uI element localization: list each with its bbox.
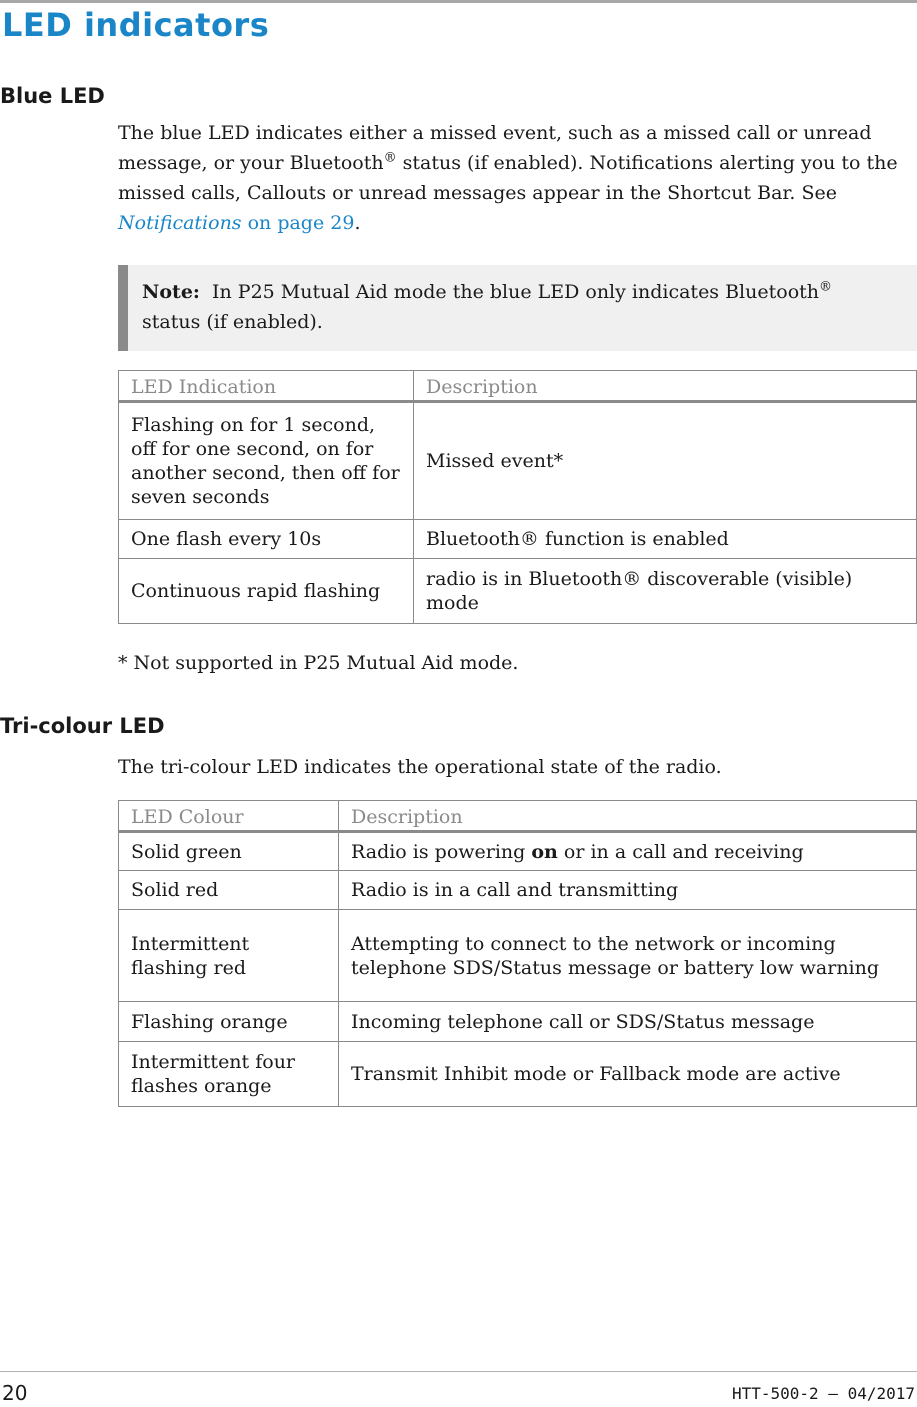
table-cell: Solid green: [119, 832, 339, 871]
table-row: [119, 402, 917, 520]
notifications-xref-link[interactable]: [118, 212, 354, 234]
table-cell: Flashing on for 1 second, off for one second, on for another second, then off for seven seconds: [119, 402, 414, 520]
xref-page[interactable]: on page 29: [241, 212, 355, 234]
table-row: [119, 832, 917, 871]
footnote: * Not supported in P25 Mutual Aid mode.: [118, 652, 519, 674]
table-cell: Attempting to connect to the network or incoming telephone SDS/Status message or battery low warning: [339, 910, 917, 1002]
table-cell: Solid red: [119, 871, 339, 910]
tri-led-table: [118, 800, 917, 1107]
blue-led-intro: [118, 118, 910, 238]
blue-led-intro-part1: The blue LED indicates either a missed event, such as a missed call or unread message, or your Bluetooth: [118, 122, 872, 174]
table-header-row: [119, 371, 917, 402]
col-header-indication: LED Indication: [119, 371, 414, 402]
table-row: [119, 559, 917, 624]
table-cell: Missed event*: [414, 402, 917, 520]
page-title: LED indicators: [2, 6, 270, 44]
table-row: [119, 910, 917, 1002]
xref-title[interactable]: Notifications: [118, 212, 242, 234]
page-number: 20: [2, 1381, 28, 1405]
col-header-description: Description: [414, 371, 917, 402]
blue-led-heading: Blue LED: [0, 84, 105, 108]
tri-led-intro: The tri-colour LED indicates the operational state of the radio.: [118, 756, 722, 778]
table-cell: [339, 832, 917, 871]
blue-led-intro-part2: status (if enabled). Notifications alerting you to the missed calls, Callouts or unread messages appear in the Shortcut Bar. See: [118, 152, 898, 204]
table-cell: Bluetooth® function is enabled: [414, 520, 917, 559]
note-body: In P25 Mutual Aid mode the blue LED only indicates Bluetooth: [212, 281, 820, 303]
table-cell: One flash every 10s: [119, 520, 414, 559]
table-cell: Flashing orange: [119, 1002, 339, 1042]
registered-mark: ®: [383, 150, 397, 166]
tri-led-heading: Tri-colour LED: [0, 714, 165, 738]
intro-end: .: [354, 212, 361, 234]
col-header-colour: LED Colour: [119, 801, 339, 832]
table-row: [119, 1002, 917, 1042]
table-cell: Continuous rapid flashing: [119, 559, 414, 624]
table-row: [119, 871, 917, 910]
table-row: [119, 1042, 917, 1107]
document-id: HTT-500-2 – 04/2017: [731, 1384, 915, 1403]
table-header-row: [119, 801, 917, 832]
table-cell: Incoming telephone call or SDS/Status message: [339, 1002, 917, 1042]
note-registered-mark: ®: [819, 279, 833, 295]
note-box: [118, 265, 917, 351]
cell-text: Radio is powering: [351, 840, 532, 863]
note-text: [142, 277, 902, 337]
cell-bold-text: on: [531, 840, 558, 863]
table-cell: Intermittent flashing red: [119, 910, 339, 1002]
note-label: Note:: [142, 281, 200, 303]
table-cell: radio is in Bluetooth® discoverable (visible) mode: [414, 559, 917, 624]
cell-text: or in a call and receiving: [557, 840, 804, 863]
table-cell: Intermittent four flashes orange: [119, 1042, 339, 1107]
top-rule: [0, 0, 917, 3]
note-bar: [118, 265, 128, 351]
table-row: [119, 520, 917, 559]
note-body-end: status (if enabled).: [142, 311, 323, 333]
blue-led-table: [118, 370, 917, 624]
col-header-description: Description: [339, 801, 917, 832]
table-cell: Radio is in a call and transmitting: [339, 871, 917, 910]
table-cell: Transmit Inhibit mode or Fallback mode are active: [339, 1042, 917, 1107]
footer-rule: [0, 1371, 917, 1372]
